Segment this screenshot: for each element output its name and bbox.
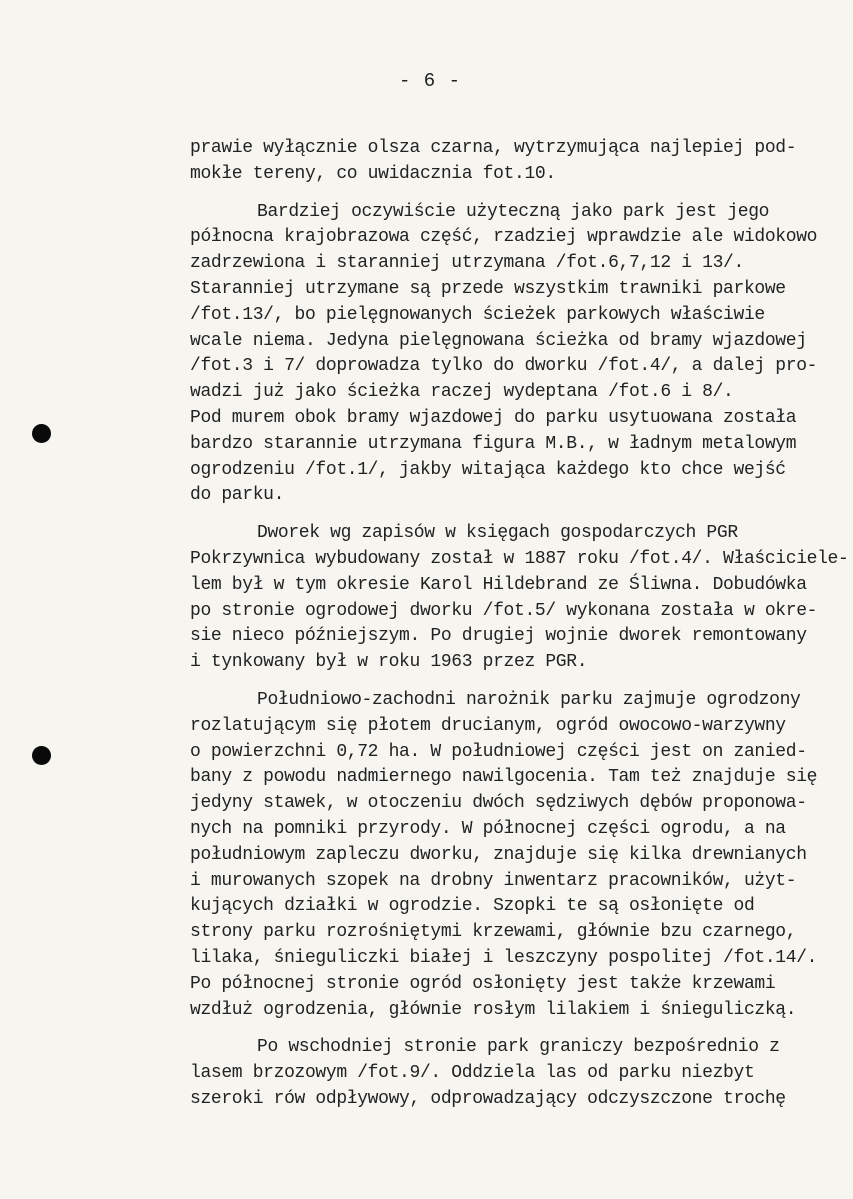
text-line: południowym zapleczu dworku, znajduje się kilka drewnianych <box>190 844 807 865</box>
text-line: Dworek wg zapisów w księgach gospodarczych PGR <box>257 523 738 544</box>
text-line: sie nieco późniejszym. Po drugiej wojnie dworek remontowany <box>190 626 807 647</box>
page-number: - 6 - <box>398 70 461 92</box>
text-line: północna krajobrazowa część, rzadziej wprawdzie ale widokowo <box>190 227 818 248</box>
text-line: mokłe tereny, co uwidacznia fot.10. <box>190 163 556 184</box>
text-line: lasem brzozowym /fot.9/. Oddziela las od parku niezbyt <box>190 1063 755 1084</box>
text-line: Pokrzywnica wybudowany został w 1887 roku /fot.4/. Właściciele- <box>190 548 849 569</box>
text-line: i murowanych szopek na drobny inwentarz pracowników, użyt- <box>190 870 797 891</box>
text-line: lem był w tym okresie Karol Hildebrand ze Śliwna. Dobudówka <box>190 574 807 595</box>
text-line: po stronie ogrodowej dworku /fot.5/ wykonana została w okre- <box>190 600 818 621</box>
text-line: szeroki rów odpływowy, odprowadzający odczyszczone trochę <box>190 1088 786 1109</box>
text-line: /fot.3 i 7/ doprowadza tylko do dworku /fot.4/, a dalej pro- <box>190 356 818 377</box>
punch-hole <box>32 746 51 765</box>
text-line: strony parku rozrośniętymi krzewami, głównie bzu czarnego, <box>190 922 797 943</box>
text-line: bany z powodu nadmiernego nawilgocenia. Tam też znajduje się <box>190 767 818 788</box>
text-line: Po północnej stronie ogród osłonięty jest także krzewami <box>190 973 776 994</box>
text-line: Pod murem obok bramy wjazdowej do parku usytuowana została <box>190 407 797 428</box>
text-line: i tynkowany był w roku 1963 przez PGR. <box>190 652 588 673</box>
paragraph <box>190 136 840 188</box>
paragraph <box>190 521 849 676</box>
text-line: nych na pomniki przyrody. W północnej części ogrodu, a na <box>190 818 786 839</box>
text-line: zadrzewiona i staranniej utrzymana /fot.6,7,12 i 13/. <box>190 253 744 274</box>
text-line: Południowo-zachodni narożnik parku zajmuje ogrodzony <box>257 689 801 710</box>
text-line: do parku. <box>190 485 285 506</box>
paragraph <box>190 1035 840 1112</box>
text-line: Staranniej utrzymane są przede wszystkim trawniki parkowe <box>190 278 786 299</box>
paragraph <box>190 688 840 1023</box>
text-line: Bardziej oczywiście użyteczną jako park jest jego <box>257 201 770 222</box>
text-line: rozlatującym się płotem drucianym, ogród owocowo-warzywny <box>190 715 786 736</box>
text-line: wzdłuż ogrodzenia, głównie rosłym lilakiem i śnieguliczką. <box>190 999 797 1020</box>
paragraph <box>190 200 840 510</box>
text-line: lilaka, śnieguliczki białej i leszczyny pospolitej /fot.14/. <box>190 947 818 968</box>
text-line: ogrodzeniu /fot.1/, jakby witająca każdego kto chce wejść <box>190 459 786 480</box>
text-line: prawie wyłącznie olsza czarna, wytrzymująca najlepiej pod- <box>190 138 797 158</box>
document-body <box>190 136 849 1125</box>
text-line: /fot.13/, bo pielęgnowanych ścieżek parkowych właściwie <box>190 304 765 325</box>
text-line: jedyny stawek, w otoczeniu dwóch sędziwych dębów proponowa- <box>190 793 807 814</box>
text-line: wadzi już jako ścieżka raczej wydeptana /fot.6 i 8/. <box>190 382 734 403</box>
punch-hole <box>32 424 51 443</box>
text-line: wcale niema. Jedyna pielęgnowana ścieżka od bramy wjazdowej <box>190 330 807 351</box>
text-line: bardzo starannie utrzymana figura M.B., w ładnym metalowym <box>190 433 797 454</box>
text-line: o powierzchni 0,72 ha. W południowej części jest on zanied- <box>190 741 807 762</box>
text-line: kujących działki w ogrodzie. Szopki te są osłonięte od <box>190 896 755 917</box>
text-line: Po wschodniej stronie park graniczy bezpośrednio z <box>257 1037 780 1058</box>
